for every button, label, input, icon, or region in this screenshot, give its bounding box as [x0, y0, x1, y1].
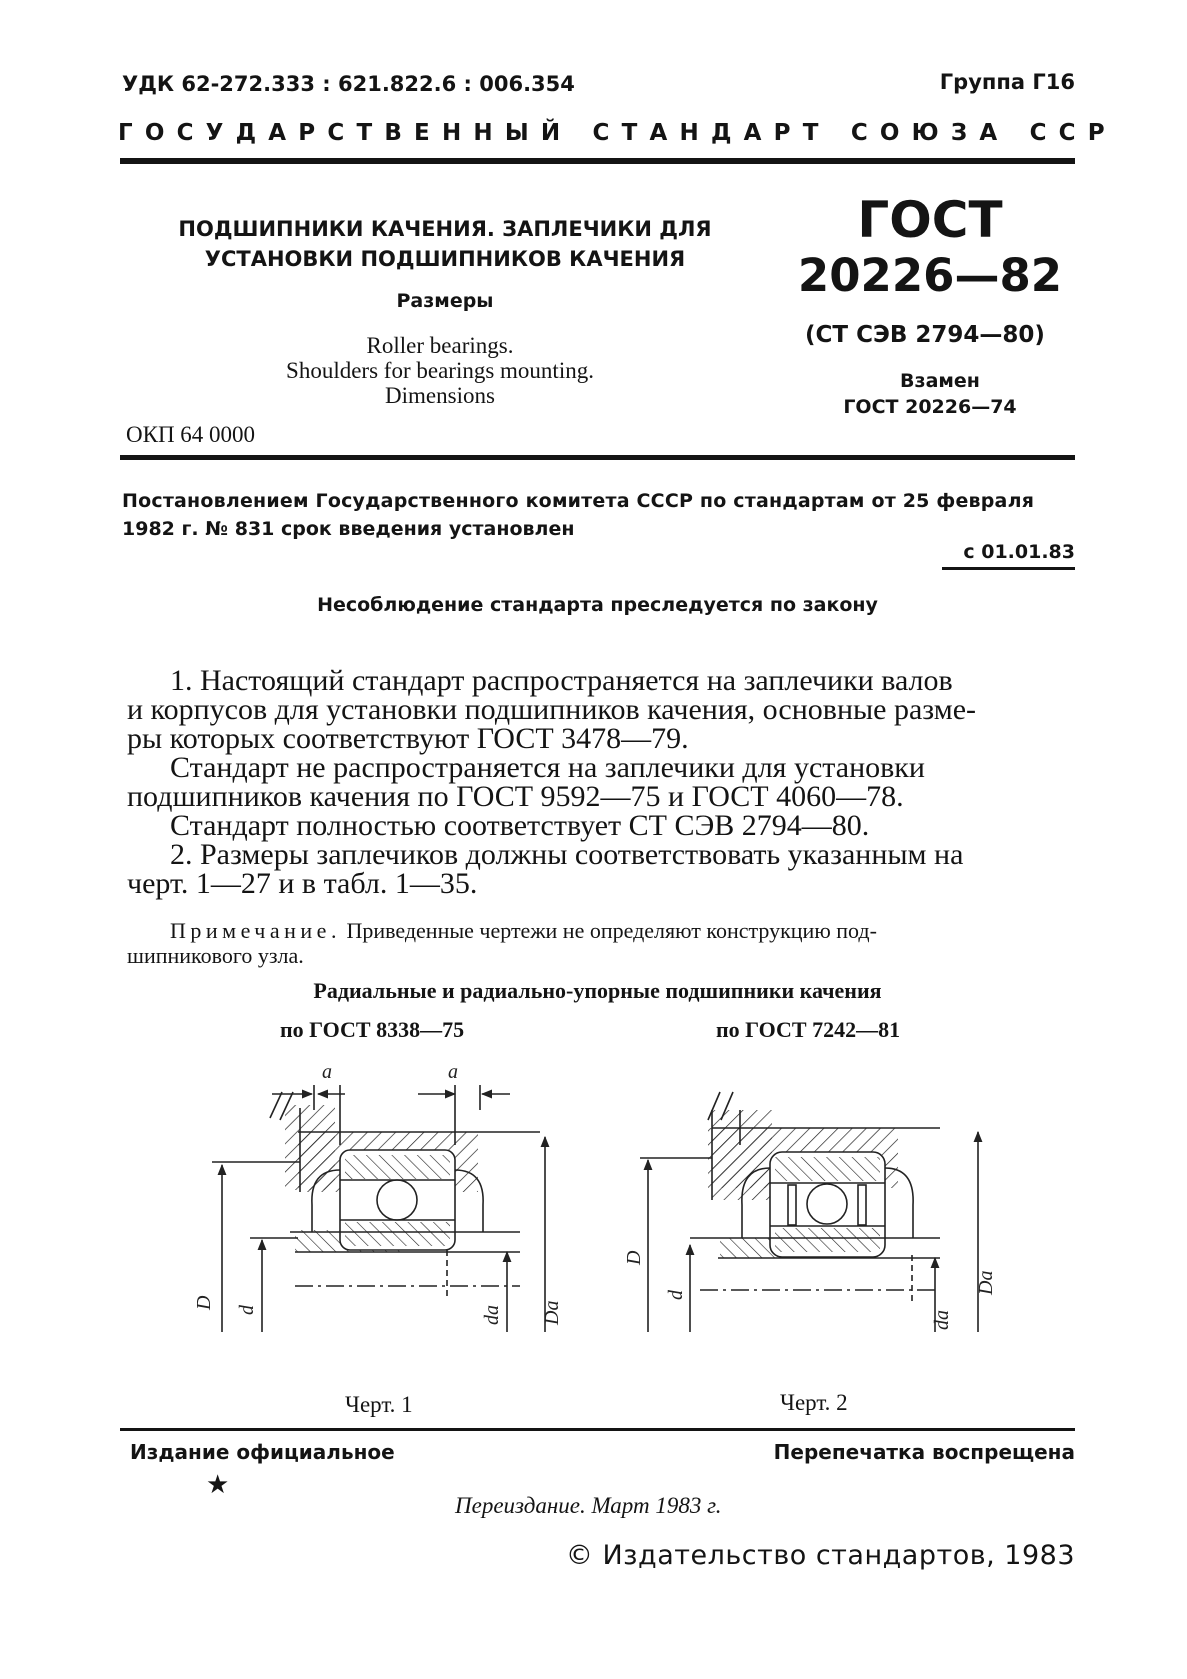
reprint-prohibited: Перепечатка воспрещена	[773, 1440, 1075, 1464]
effective-date: с 01.01.83	[963, 541, 1075, 563]
star-mark: ★	[206, 1470, 230, 1500]
scope-exclusion-line-2: подшипников качения по ГОСТ 9592—75 и ГОСТ 4060—78.	[127, 780, 904, 813]
publisher-copyright: © Издательство стандартов, 1983	[565, 1540, 1075, 1571]
decree-line-2: 1982 г. № 831 срок введения установлен	[122, 518, 575, 540]
fig2-label-Da: Da	[975, 1270, 997, 1295]
note-label: Примечание.	[170, 918, 341, 943]
clause-2-line-2: черт. 1—27 и в табл. 1—35.	[127, 867, 478, 900]
title-line-1: ПОДШИПНИКИ КАЧЕНИЯ. ЗАПЛЕЧИКИ ДЛЯ	[178, 217, 712, 241]
decree-line-1: Постановлением Государственного комитета СССР по стандартам от 25 февраля	[122, 490, 1035, 512]
fig2-label-da: da	[931, 1310, 953, 1330]
fig1-label-a-left: a	[322, 1061, 332, 1083]
fig2-ball	[807, 1184, 847, 1224]
official-edition: Издание официальное	[130, 1440, 395, 1464]
clause-1-line-3: ры которых соответствуют ГОСТ 3478—79.	[127, 722, 689, 755]
drawing-fig-2	[623, 1092, 997, 1332]
law-warning: Несоблюдение стандарта преследуется по закону	[317, 594, 878, 616]
english-line-2: Shoulders for bearings mounting.	[286, 358, 594, 383]
figure-2-caption: Черт. 2	[780, 1390, 848, 1415]
fig1-label-Da: Da	[541, 1300, 563, 1325]
drawing-fig-1	[193, 1061, 563, 1332]
fig1-outer-race	[345, 1155, 450, 1179]
gost-label: ГОСТ	[857, 191, 1003, 249]
note-text-1: Приведенные чертежи не определяют конструкцию под-	[346, 918, 877, 943]
figure-2-reference: по ГОСТ 7242—81	[716, 1017, 901, 1042]
replaces-value: ГОСТ 20226—74	[843, 396, 1017, 418]
fig1-ball	[377, 1180, 417, 1220]
footer-rule	[120, 1428, 1075, 1431]
st-sev-compliance: Стандарт полностью соответствует СТ СЭВ 2794—80.	[170, 809, 870, 842]
fig1-label-d: d	[236, 1305, 258, 1315]
figures-section-title: Радиальные и радиально-упорные подшипники качения	[313, 978, 882, 1003]
english-line-3: Dimensions	[385, 383, 495, 408]
st-sev-reference: (СТ СЭВ 2794—80)	[805, 322, 1045, 348]
clause-1-line-1: 1. Настоящий стандарт распространяется на заплечики валов	[170, 664, 953, 697]
fig2-label-D: D	[623, 1250, 645, 1265]
fig1-label-da: da	[481, 1305, 503, 1325]
fig2-housing-section-left	[712, 1110, 772, 1200]
fig1-housing-section-left	[285, 1105, 335, 1190]
note-line-2: шипникового узла.	[127, 943, 304, 968]
figure-1-reference: по ГОСТ 8338—75	[280, 1017, 465, 1042]
group-code: Группа Г16	[939, 70, 1075, 94]
gost-number: 20226—82	[797, 249, 1063, 302]
state-standard-banner: ГОСУДАРСТВЕННЫЙ СТАНДАРТ СОЮЗА ССР	[118, 120, 1117, 146]
english-line-1: Roller bearings.	[366, 333, 514, 358]
udk-code: УДК 62-272.333 : 621.822.6 : 006.354	[122, 72, 575, 96]
fig1-label-a-right: a	[448, 1061, 458, 1083]
okp-code: ОКП 64 0000	[126, 422, 256, 447]
fig1-label-D: D	[193, 1295, 215, 1310]
document-subtitle: Размеры	[396, 290, 494, 312]
reissue-note: Переиздание. Март 1983 г.	[455, 1493, 722, 1518]
clause-2-line-1: 2. Размеры заплечиков должны соответствовать указанным на	[170, 838, 964, 871]
title-line-2: УСТАНОВКИ ПОДШИПНИКОВ КАЧЕНИЯ	[204, 247, 686, 271]
clause-1-line-2: и корпусов для установки подшипников качения, основные разме-	[127, 693, 977, 726]
fig1-inner-race	[345, 1222, 450, 1246]
fig2-outer-race	[775, 1157, 880, 1181]
fig2-inner-race	[775, 1228, 880, 1252]
replaces-label: Взамен	[900, 370, 980, 392]
fig2-label-d: d	[665, 1290, 687, 1300]
scope-exclusion-line-1: Стандарт не распространяется на заплечики для установки	[170, 751, 925, 784]
figure-1-caption: Черт. 1	[345, 1392, 413, 1417]
